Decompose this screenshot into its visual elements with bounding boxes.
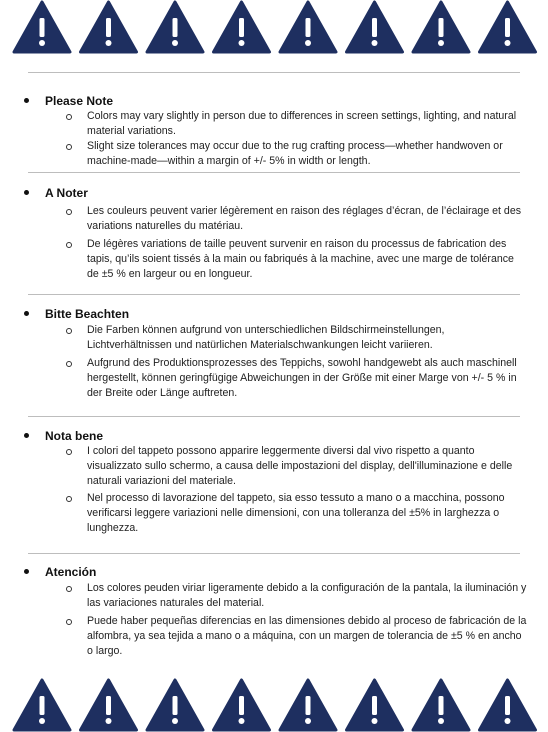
list-item xyxy=(87,614,527,659)
list-item xyxy=(87,139,527,169)
section-heading: Nota bene xyxy=(45,429,104,443)
list-item-text: Colors may vary slightly in person due to differences in screen settings, lighting, and natural material variations. xyxy=(87,110,517,137)
divider xyxy=(28,294,520,295)
warning-triangle-icon xyxy=(14,2,70,52)
list-item-text: Die Farben können aufgrund von unterschiedlichen Bildschirmeinstellungen, Lichtverhältnissen und natürlichen Materialschwankungen leicht variieren. xyxy=(87,324,445,351)
divider xyxy=(28,72,520,73)
sub-bullet-marker xyxy=(66,144,72,150)
sub-bullet-marker xyxy=(66,242,72,248)
warning-triangle-icon xyxy=(214,2,270,52)
list-item xyxy=(87,323,527,353)
warning-triangle-icon xyxy=(280,680,336,730)
list-item-text: Slight size tolerances may occur due to the rug crafting process—whether handwoven or machine-made—within a margin of +/- 5% in width or length. xyxy=(87,140,503,167)
warning-triangle-icon xyxy=(480,2,536,52)
sub-bullet-marker xyxy=(66,361,72,367)
section-heading: Atención xyxy=(45,565,97,579)
list-item xyxy=(87,491,527,536)
list-item xyxy=(87,109,527,139)
warning-triangle-icon xyxy=(14,680,70,730)
list-item-text: Aufgrund des Produktionsprozesses des Teppichs, sowohl handgewebt als auch maschinell hergestellt, können geringfügige Abweichungen in der Größe mit einer Marge von +/- 5 % in der Breite oder Länge auftreten. xyxy=(87,357,517,399)
list-item-text: I colori del tappeto possono apparire leggermente diversi dal vivo rispetto a quanto visualizzato sullo schermo, a causa delle impostazioni del display, dell'illuminazione e delle naturali variazioni del materiale. xyxy=(87,445,513,487)
warning-triangle-icon xyxy=(413,2,469,52)
section-heading: A Noter xyxy=(45,186,88,200)
warning-triangle-icon xyxy=(413,680,469,730)
sub-bullet-marker xyxy=(66,496,72,502)
list-item-text: Les couleurs peuvent varier légèrement en raison des réglages d’écran, de l’éclairage et des variations naturelles du matériau. xyxy=(87,205,522,232)
sub-bullet-marker xyxy=(66,619,72,625)
warning-triangle-icon xyxy=(347,680,403,730)
sub-bullet-marker xyxy=(66,114,72,120)
list-item xyxy=(87,204,527,234)
sub-bullet-marker xyxy=(66,586,72,592)
bullet-marker xyxy=(24,98,29,103)
section-heading: Please Note xyxy=(45,94,114,108)
bullet-marker xyxy=(24,190,29,195)
list-item-text: Los colores peuden viriar ligeramente debido a la configuración de la pantala, la iluminación y las variaciones naturales del material. xyxy=(87,582,527,609)
warning-icons-top-svg xyxy=(0,0,548,54)
list-item xyxy=(87,444,527,489)
warning-triangle-icon xyxy=(280,2,336,52)
divider xyxy=(28,172,520,173)
warning-triangle-icon xyxy=(147,2,203,52)
warning-triangle-icon xyxy=(81,680,137,730)
list-item xyxy=(87,356,527,401)
warning-triangle-icon xyxy=(480,680,536,730)
warning-triangle-icon xyxy=(81,2,137,52)
sub-bullet-marker xyxy=(66,449,72,455)
list-item xyxy=(87,237,527,282)
list-item xyxy=(87,581,527,611)
sub-bullet-marker xyxy=(66,328,72,334)
warning-triangle-icon xyxy=(147,680,203,730)
divider xyxy=(28,553,520,554)
sub-bullet-marker xyxy=(66,209,72,215)
warning-icons-bottom-svg xyxy=(0,678,548,732)
bullet-marker xyxy=(24,569,29,574)
section-heading: Bitte Beachten xyxy=(45,307,130,321)
warning-icons-bottom xyxy=(0,678,548,732)
list-item-text: Puede haber pequeñas diferencias en las dimensiones debido al proceso de fabricación de la alfombra, ya sea tejida a mano o a máquina, con un margen de tolerancia de ±5 % en ancho o largo. xyxy=(87,615,527,657)
warning-icons-top xyxy=(0,0,548,54)
bullet-marker xyxy=(24,433,29,438)
warning-triangle-icon xyxy=(347,2,403,52)
list-item-text: Nel processo di lavorazione del tappeto, sia esso tessuto a mano o a macchina, possono verificarsi leggere variazioni nelle dimensioni, con una tolleranza del ±5% in larghezza o lunghezza. xyxy=(87,492,505,534)
bullet-marker xyxy=(24,311,29,316)
divider xyxy=(28,416,520,417)
warning-triangle-icon xyxy=(214,680,270,730)
list-item-text: De légères variations de taille peuvent survenir en raison du processus de fabrication des tapis, qu’ils soient tissés à la main ou fabriqués à la machine, avec une marge de tolérance de ±5 % en largeur ou en longueur. xyxy=(87,238,514,280)
